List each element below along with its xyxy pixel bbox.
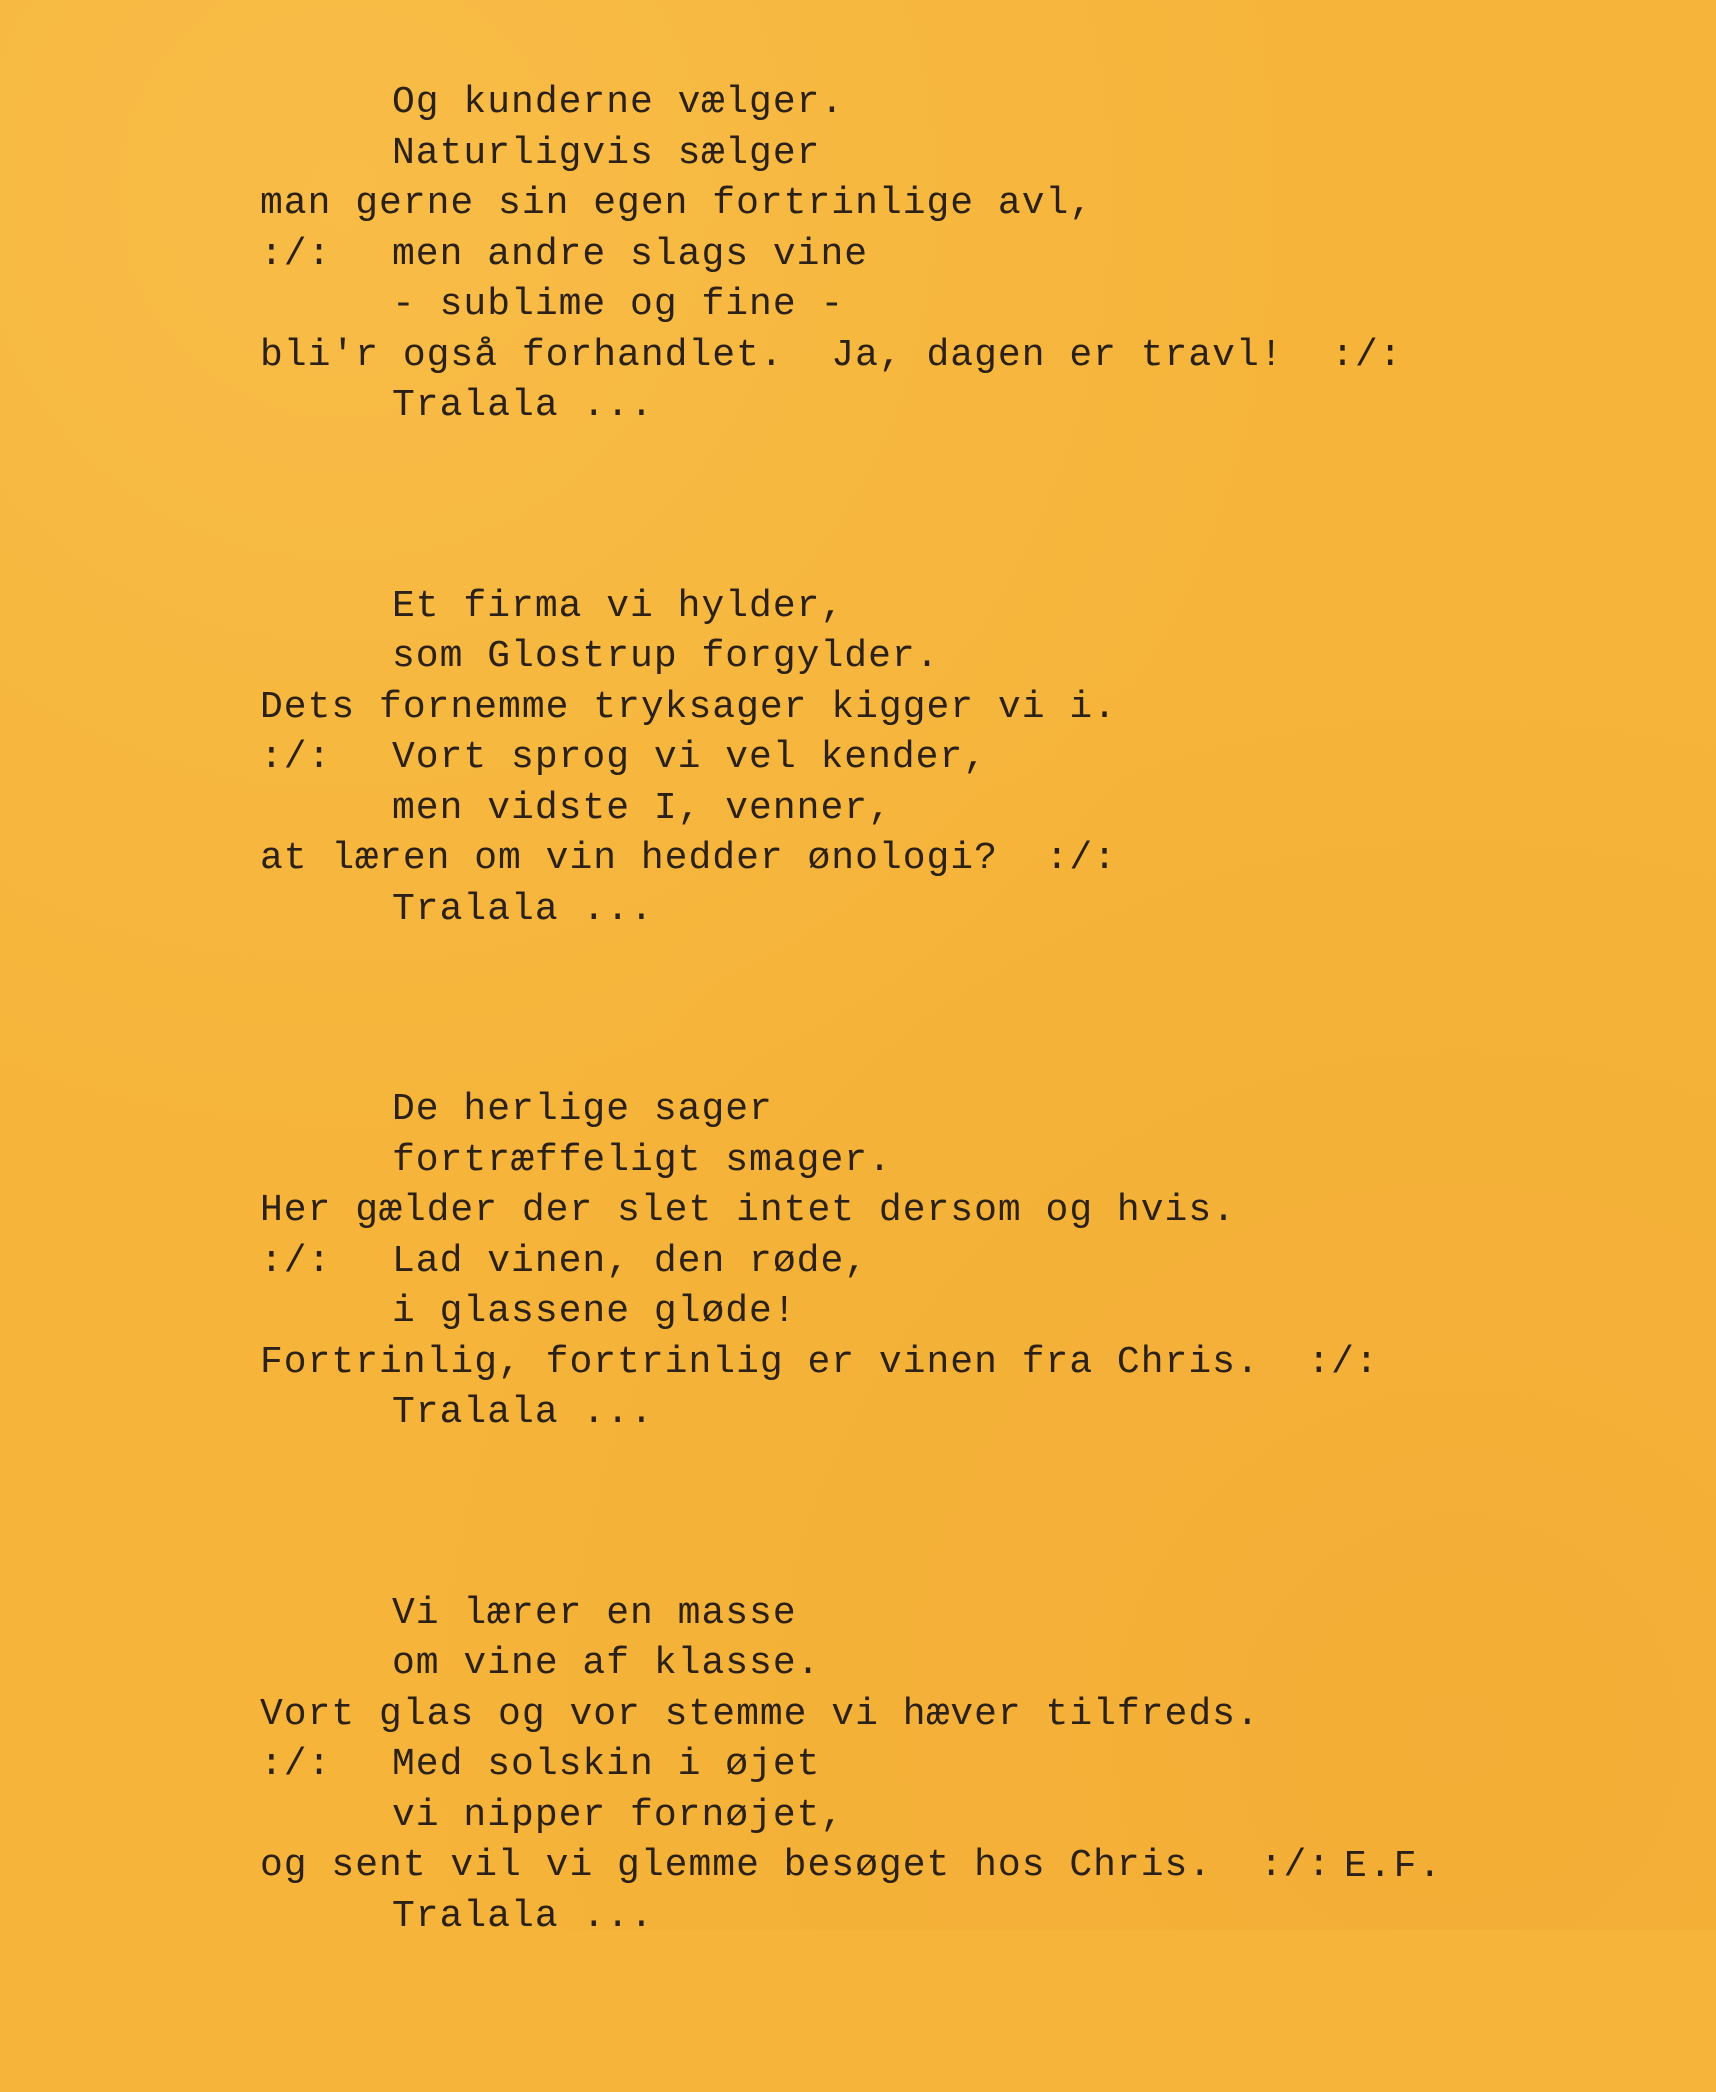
line-text: fortræffeligt smager.	[392, 1138, 892, 1182]
line-text: i glassene gløde!	[392, 1290, 797, 1333]
line-text: Tralala ...	[392, 384, 654, 427]
refrain-line	[260, 381, 1560, 432]
refrain-line	[260, 1388, 1560, 1439]
line-text: Et firma vi hylder,	[392, 584, 845, 628]
line-text: man gerne sin egen fortrinlige avl,	[260, 182, 1094, 225]
lyric-line	[260, 1690, 1560, 1741]
refrain-line	[260, 1892, 1560, 1943]
line-text: men vidste I, venner,	[392, 786, 892, 830]
line-text: Her gælder der slet intet dersom og hvis.	[260, 1189, 1236, 1232]
repeat-marker: :/:	[260, 1743, 332, 1786]
lyric-line	[260, 78, 1560, 129]
lyric-line	[260, 331, 1560, 382]
line-text: og sent vil vi glemme besøget hos Chris. :/:	[260, 1844, 1332, 1887]
lyric-line-repeat	[260, 733, 1560, 784]
lyric-line	[260, 1791, 1560, 1842]
stanza-1	[260, 78, 1560, 432]
stanza-4	[260, 1589, 1560, 1943]
lyric-line	[260, 1186, 1560, 1237]
lyric-line-repeat	[260, 1237, 1560, 1288]
lyric-line	[260, 683, 1560, 734]
lyric-line	[260, 179, 1560, 230]
line-text: De herlige sager	[392, 1088, 773, 1131]
lyric-line	[260, 129, 1560, 180]
line-text: - sublime og fine -	[392, 283, 845, 326]
lyric-line	[260, 1338, 1560, 1389]
lyric-line	[260, 1589, 1560, 1640]
line-text: Og kunderne vælger.	[392, 81, 845, 124]
stanza-3	[260, 1085, 1560, 1439]
line-text: om vine af klasse.	[392, 1642, 821, 1685]
line-text: som Glostrup forgylder.	[392, 635, 940, 678]
line-text: Tralala ...	[392, 1391, 654, 1434]
lyric-line	[260, 1085, 1560, 1136]
repeat-marker: :/:	[260, 736, 332, 779]
lyric-line	[260, 1287, 1560, 1338]
song-lyrics	[260, 78, 1560, 2092]
line-text: Vort glas og vor stemme vi hæver tilfreds.	[260, 1692, 1260, 1736]
line-text: vi nipper fornøjet,	[392, 1793, 845, 1837]
lyric-line-repeat	[260, 230, 1560, 281]
repeat-marker: :/:	[260, 232, 332, 276]
lyric-line	[260, 1136, 1560, 1187]
line-text: Naturligvis sælger	[392, 131, 821, 175]
line-text: Fortrinlig, fortrinlig er vinen fra Chris. :/:	[260, 1340, 1379, 1384]
line-text: Vort sprog vi vel kender,	[392, 736, 988, 779]
lyric-line	[260, 834, 1560, 885]
line-text: at læren om vin hedder ønologi? :/:	[260, 837, 1117, 880]
line-text: Vi lærer en masse	[392, 1591, 797, 1635]
line-text: bli'r også forhandlet. Ja, dagen er travl! :/:	[260, 333, 1403, 377]
stanza-2	[260, 582, 1560, 936]
lyric-line	[260, 280, 1560, 331]
line-text: Tralala ...	[392, 887, 654, 931]
author-initials: E.F.	[1344, 1845, 1444, 1888]
line-text: men andre slags vine	[392, 232, 869, 276]
line-text: Tralala ...	[392, 1894, 654, 1938]
lyric-line	[260, 784, 1560, 835]
line-text: Med solskin i øjet	[392, 1743, 821, 1786]
repeat-marker: :/:	[260, 1239, 332, 1283]
refrain-line	[260, 885, 1560, 936]
line-text: Lad vinen, den røde,	[392, 1239, 869, 1283]
lyric-line	[260, 582, 1560, 633]
lyric-line	[260, 632, 1560, 683]
line-text: Dets fornemme tryksager kigger vi i.	[260, 685, 1117, 729]
lyric-line	[260, 1639, 1560, 1690]
lyric-line-repeat	[260, 1740, 1560, 1791]
